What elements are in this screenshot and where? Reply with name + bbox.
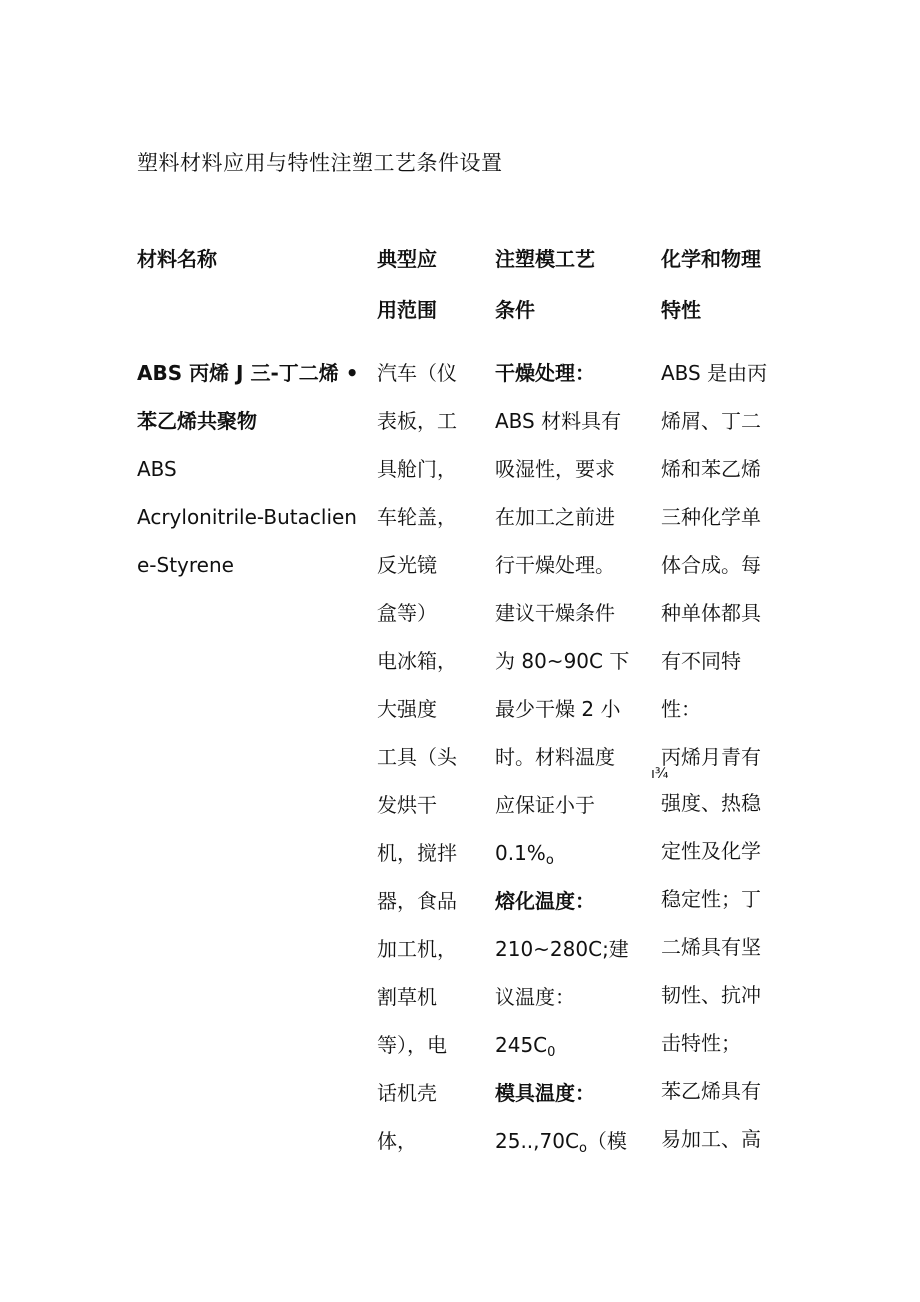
subscript-mark: o [578, 1141, 587, 1156]
text-line: 稳定性；丁 [661, 887, 761, 911]
text-line: 发烘干 [377, 793, 437, 817]
header-text: 条件 [495, 298, 535, 322]
text-line: 机，搅拌 [377, 841, 457, 865]
text-line: 定性及化学 [661, 839, 761, 863]
text-line: 具舱门， [377, 457, 457, 481]
melt-temp-value: 245C [495, 1033, 548, 1057]
text-line: 加工机， [377, 937, 457, 961]
header-text: 注塑模工艺 [495, 247, 595, 271]
header-properties [661, 236, 791, 338]
text-line [495, 829, 635, 877]
text-line: 割草机 [377, 985, 437, 1009]
header-text: 材料名称 [137, 247, 217, 271]
text-line: 苯乙烯具有 [661, 1079, 761, 1103]
header-application [377, 236, 477, 338]
moisture-value: 0.1% [495, 841, 546, 865]
material-name-en: Acrylonitrile-Butaclien [137, 505, 357, 529]
section-heading-mold-temp: 模具温度： [495, 1081, 595, 1105]
subscript-mark: o [545, 853, 554, 868]
text-line: 丙烯月青有 [661, 745, 761, 769]
cell-properties [651, 349, 791, 1163]
cell-molding-conditions [495, 349, 635, 1165]
text-line: 反光镜 [377, 553, 437, 577]
text-line: 行干燥处理。 [495, 553, 615, 577]
text-fragment: （模 [586, 1129, 627, 1153]
text-line: ABS 材料具有 [495, 409, 622, 433]
text-line: 在加工之前进 [495, 505, 615, 529]
section-heading-drying: 干燥处理： [495, 361, 595, 385]
text-line: 等），电 [377, 1033, 447, 1057]
text-line: 车轮盖， [377, 505, 457, 529]
material-name-zh: ABS 丙烯 J 三-丁二烯 • [137, 361, 359, 385]
material-name-en: e-Styrene [137, 553, 234, 577]
cell-applications [377, 349, 477, 1165]
text-line: 汽车（仪 [377, 361, 457, 385]
header-material-name [137, 236, 362, 287]
text-line: 种单体都具 [661, 601, 761, 625]
text-line: 议温度： [495, 985, 575, 1009]
header-text: 化学和物理 [661, 247, 761, 271]
header-text: 特性 [661, 298, 701, 322]
document-title: 塑料材料应用与特性注塑工艺条件设置 [137, 151, 503, 175]
text-line: 烯屑、丁二 [661, 409, 761, 433]
cell-material-name [137, 349, 362, 589]
text-line: 体， [377, 1129, 417, 1153]
text-line: 建议干燥条件 [495, 601, 615, 625]
mold-temp-value: 25..,70C [495, 1129, 579, 1153]
text-line: 性： [661, 697, 701, 721]
text-line: 盒等） [377, 601, 437, 625]
text-line: 210~280C;建 [495, 937, 629, 961]
text-line: 应保证小于 [495, 793, 595, 817]
text-line: 时。材料温度 [495, 745, 615, 769]
subscript-mark: 0 [547, 1045, 556, 1060]
text-line: 电冰箱， [377, 649, 457, 673]
text-line: 器，食品 [377, 889, 457, 913]
header-text: 用范围 [377, 298, 437, 322]
text-line: 三种化学单 [661, 505, 761, 529]
text-line: 二烯具有坚 [661, 935, 761, 959]
text-line: 体合成。每 [661, 553, 761, 577]
text-line [495, 1117, 635, 1165]
material-abbr: ABS [137, 457, 177, 481]
text-line: 击特性； [661, 1031, 741, 1055]
text-line: 易加工、高 [661, 1127, 761, 1151]
text-line: 烯和苯乙烯 [661, 457, 761, 481]
header-text: 典型应 [377, 247, 437, 271]
section-heading-melt-temp: 熔化温度： [495, 889, 595, 913]
text-line: 韧性、抗冲 [661, 983, 761, 1007]
text-line: 大强度 [377, 697, 437, 721]
text-line: 吸湿性，要求 [495, 457, 615, 481]
text-line: 工具（头 [377, 745, 457, 769]
header-molding-conditions [495, 236, 635, 338]
material-name-zh: 苯乙烯共聚物 [137, 409, 257, 433]
ocr-fragment: ı¾ [651, 766, 669, 782]
text-line: ABS 是由丙 [661, 361, 768, 385]
text-line: 表板，工 [377, 409, 457, 433]
text-line: 最少干燥 2 小 [495, 697, 621, 721]
text-line: 话机壳 [377, 1081, 437, 1105]
text-line: 有不同特 [661, 649, 741, 673]
text-line: 强度、热稳 [661, 791, 761, 815]
text-line [495, 1021, 635, 1069]
text-line: 为 80~90C 下 [495, 649, 630, 673]
